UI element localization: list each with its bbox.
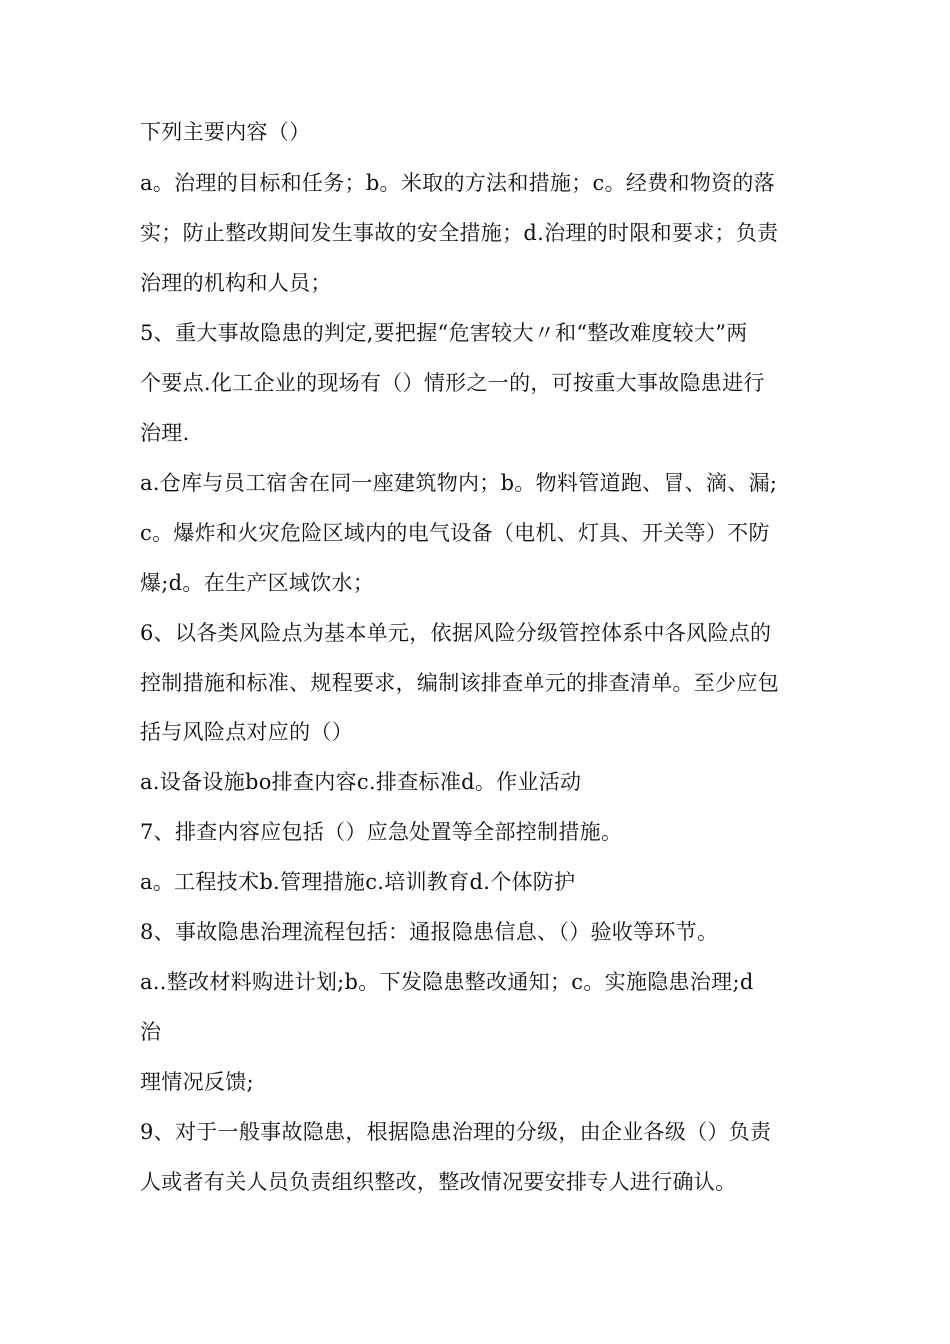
text-line: 治 — [140, 1020, 162, 1044]
text-line: 理情况反馈; — [140, 1070, 254, 1094]
text-line: 爆;d。在生产区域饮水； — [140, 571, 375, 595]
text-line: 括与风险点对应的（） — [140, 720, 353, 744]
text-line: 6、以各类风险点为基本单元，依据风险分级管控体系中各风险点的 — [140, 621, 772, 645]
text-line: 9、对于一般事故隐患，根据隐患治理的分级，由企业各级（）负责 — [140, 1120, 772, 1144]
text-line: 5、重大事故隐患的判定,要把握“危害较大〃和“整改难度较大”两 — [140, 321, 748, 345]
text-line: 下列主要内容（） — [140, 120, 311, 144]
text-line: a。工程技术b.管理措施c.培训教育d.个体防护 — [140, 870, 576, 894]
text-line: 8、事故隐患治理流程包括：通报隐患信息、（）验收等环节。 — [140, 920, 719, 944]
text-line: 实；防止整改期间发生事故的安全措施；d.治理的时限和要求；负责 — [140, 221, 779, 245]
text-line: a..整改材料购进计划;b。下发隐患整改通知；c。实施隐患治理;d — [140, 970, 754, 994]
text-line: 治理的机构和人员； — [140, 271, 332, 295]
text-line: 治理. — [140, 421, 190, 445]
text-line: 人或者有关人员负责组织整改，整改情况要安排专人进行确认。 — [140, 1170, 737, 1194]
text-line: a.仓库与员工宿舍在同一座建筑物内；b。物料管道跑、冒、滴、漏; — [140, 471, 778, 495]
text-line: 7、排查内容应包括（）应急处置等全部控制措施。 — [140, 820, 623, 844]
text-line: c。爆炸和火灾危险区域内的电气设备（电机、灯具、开关等）不防 — [140, 521, 770, 545]
text-line: a。治理的目标和任务；b。米取的方法和措施；c。经费和物资的落 — [140, 171, 776, 195]
text-line: 控制措施和标准、规程要求，编制该排查单元的排查清单。至少应包 — [140, 671, 779, 695]
text-line: 个要点.化工企业的现场有（）情形之一的，可按重大事故隐患进行 — [140, 371, 765, 395]
text-line: a.设备设施bo排查内容c.排查标准d。作业活动 — [140, 770, 582, 794]
